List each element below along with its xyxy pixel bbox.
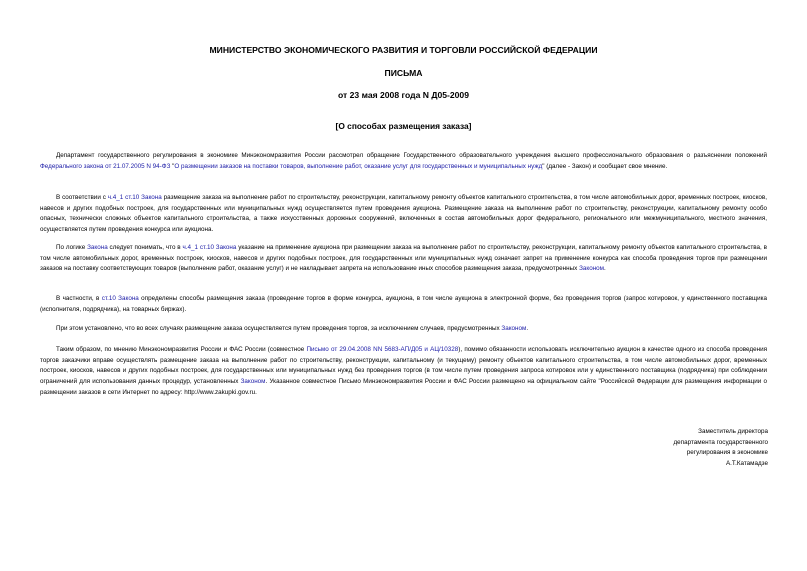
paragraph-1 xyxy=(40,151,767,172)
paragraph-text: определены способы размещения заказа (проведение торгов в форме конкурса, аукциона, в том числе аукциона в электронной форме, без проведения торгов (запрос котировок, у единственного поставщика (исполнителя, подрядчика), на товарных биржах). xyxy=(40,295,768,313)
paragraph-text: размещение заказа на выполнение работ по строительству, реконструкции, капитальному ремонту объектов капитального строительства, в том числе автомобильных дорог, временных построек, киосков, навесов и других подобных построек, для государственных или муниципальных нужд осуществляется путем проведения аукциона. Размещение заказа на выполнение работ по строительству, реконструкции, капитальному ремонту особо опасных, технически сложных объектов капитального строительства, а также искусственных дорожных сооружений, включенных в состав автомобильных дорог федерального, регионального или межмуниципального, местного значения, осуществляется путем проведения конкурса или аукциона. xyxy=(40,194,767,234)
law-title-link[interactable]: О размещении заказов на поставки товаров, выполнение работ, оказание услуг для государственных и муниципальных нужд xyxy=(174,162,543,170)
law-article-link[interactable]: ст.10 Закона xyxy=(101,295,139,302)
law-link[interactable]: Закона xyxy=(87,244,108,251)
signature-department-line: департамента государственного xyxy=(673,438,768,446)
law-article-link[interactable]: ч.4_1 ст.10 Закона xyxy=(182,244,237,251)
paragraph-5 xyxy=(40,324,767,335)
law-link[interactable]: Законом xyxy=(579,265,605,273)
paragraph-text: . xyxy=(604,265,606,273)
paragraph-text: В соответствии с xyxy=(56,194,108,201)
paragraph-text: Департамент государственного регулирования в экономике Минэкономразвития России рассмотрел обращение Государственного образовательного учреждения высшего профессионального образования о разъяснении положений xyxy=(56,152,767,159)
paragraph-text: . Указанное совместное Письмо Минэкономразвития России и ФАС России размещено на официальном сайте "Российской Федерации для размещения информации о размещении заказов в сети Интернет по адресу: http://www.zakupki.gov.ru. xyxy=(40,378,768,396)
paragraph-text: " xyxy=(170,162,175,170)
paragraph-text: По логике xyxy=(56,244,88,251)
signature-block xyxy=(620,427,768,470)
law-link[interactable]: Законом xyxy=(501,325,527,332)
paragraph-2 xyxy=(40,193,767,236)
paragraph-text: ), помимо обязанности использовать исключительно аукцион в качестве одного из способа проведения торгов заказчики вправе осуществлять размещение заказа на выполнение работ по строительству, реконструкции, капитальному (и текущему) ремонту объектов капитального строительства, в том числе автомобильных дорог, временных построек, киосков, навесов и других подобных построек, для государственных или муниципальных нужд без проведения торгов (в том числе путем проведения запроса котировок или у единственного поставщика (подрядчика) при соблюдении ограничений для использования данных процедур, установленных xyxy=(40,346,768,386)
paragraph-text: При этом установлено, что во всех случаях размещение заказа осуществляется путем проведения торгов, за исключением случаев, предусмотренных xyxy=(56,325,502,332)
signature-department-line: регулирования в экономике xyxy=(686,449,768,457)
law-link[interactable]: Федерального закона от 21.07.2005 N 94-ФЗ xyxy=(40,162,171,170)
paragraph-text: Таким образом, по мнению Минэкономразвития России и ФАС России (совместное xyxy=(56,346,307,353)
paragraph-6 xyxy=(40,345,767,399)
ministry-heading: МИНИСТЕРСТВО ЭКОНОМИЧЕСКОГО РАЗВИТИЯ И ТОРГОВЛИ РОССИЙСКОЙ ФЕДЕРАЦИИ xyxy=(209,45,598,55)
subject-heading: [О способах размещения заказа] xyxy=(335,121,472,131)
date-number-heading: от 23 мая 2008 года N Д05-2009 xyxy=(338,90,469,100)
joint-letter-link[interactable]: Письмо от 29.04.2008 NN 5683-АП/Д05 и АЦ/10328 xyxy=(306,346,459,353)
paragraph-3 xyxy=(40,243,767,275)
signature-position-line: Заместитель директора xyxy=(698,428,768,435)
paragraph-4 xyxy=(40,294,767,315)
paragraph-text: указание на применение аукциона при размещении заказа на выполнение работ по строительству, реконструкции, капитальному ремонту объектов капитального строительства, в том числе автомобильных дорог, временных построек, киосков, навесов и других подобных построек, для государственных или муниципальных нужд означает запрет на применение конкурса как способа проведения торгов при размещении заказов на поставку соответствующих товаров (выполнение работ, оказание услуг) и не накладывает запрета на использование иных способов размещения заказа, предусмотренных xyxy=(40,244,767,273)
signature-name: А.Т.Катамадзе xyxy=(725,460,768,468)
paragraph-text: следует понимать, что в xyxy=(107,244,183,251)
paragraph-text: В частности, в xyxy=(56,295,102,302)
law-article-link[interactable]: ч.4_1 ст.10 Закона xyxy=(107,194,162,201)
document-type-heading: ПИСЬМА xyxy=(384,68,423,78)
paragraph-text: " (далее - Закон) и сообщает свое мнение. xyxy=(542,162,668,170)
law-link[interactable]: Законом xyxy=(240,378,266,386)
paragraph-text: . xyxy=(526,325,529,332)
